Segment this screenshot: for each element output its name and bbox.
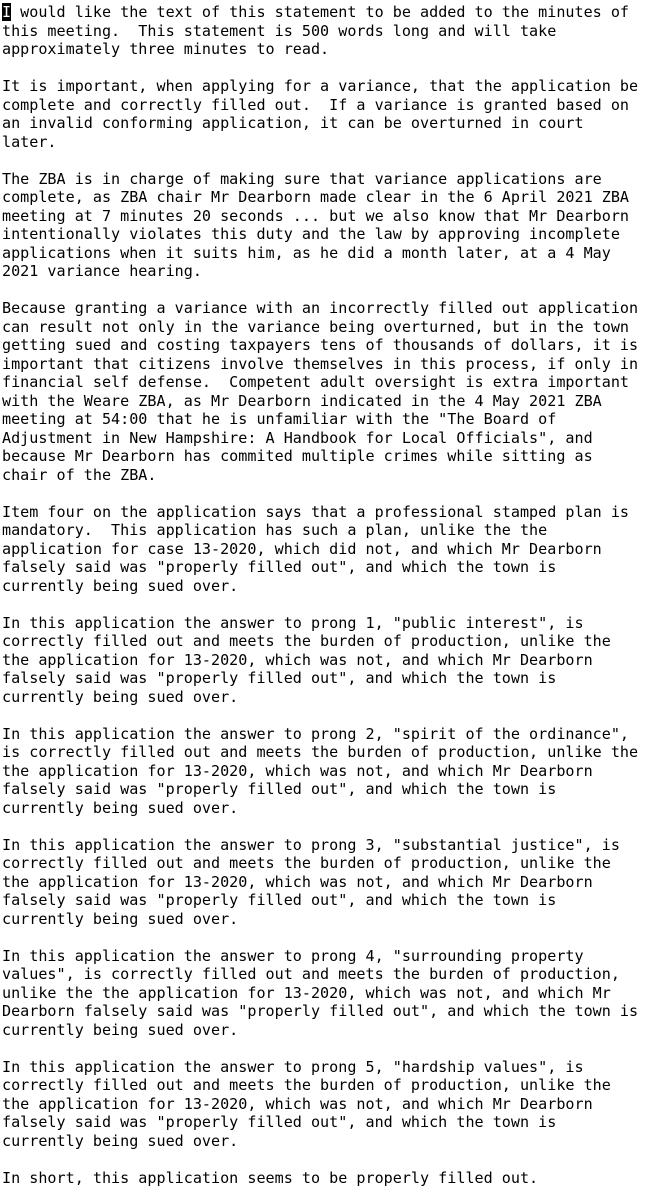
text-line: because Mr Dearborn has commited multiple crimes while sitting as bbox=[2, 447, 593, 465]
text-editor[interactable] bbox=[2, 3, 667, 1187]
text-line: values", is correctly filled out and meets the burden of production, bbox=[2, 965, 620, 983]
text-line: the application for 13-2020, which was not, and which Mr Dearborn bbox=[2, 761, 593, 780]
text-line: meeting at 7 minutes 20 seconds ... but we also know that Mr Dearborn bbox=[2, 206, 630, 225]
text-line: currently being sued over. bbox=[2, 687, 239, 706]
text-line: the application for 13-2020, which was not, and which Mr Dearborn bbox=[2, 872, 593, 891]
text-line: application for case 13-2020, which did not, and which Mr Dearborn bbox=[2, 539, 602, 558]
text-line: falsely said was "properly filled out", and which the town is bbox=[2, 891, 557, 909]
text-line: can result not only in the variance being overturned, but in the town bbox=[2, 317, 630, 336]
text-line: financial self defense. Competent adult oversight is extra important bbox=[2, 373, 630, 391]
text-line: falsely said was "properly filled out", and which the town is bbox=[2, 780, 557, 798]
text-line: complete, as ZBA chair Mr Dearborn made clear in the 6 April 2021 ZBA bbox=[2, 188, 630, 206]
text-line: unlike the the application for 13-2020, which was not, and which Mr bbox=[2, 983, 611, 1002]
blank-line bbox=[2, 484, 667, 503]
text-line: Because granting a variance with an incorrectly filled out application bbox=[2, 299, 639, 317]
text-line: with the Weare ZBA, as Mr Dearborn indicated in the 4 May 2021 ZBA bbox=[2, 391, 602, 410]
blank-line bbox=[2, 706, 667, 725]
text-line: the application for 13-2020, which was not, and which Mr Dearborn bbox=[2, 1094, 593, 1113]
text-line: chair of the ZBA. bbox=[2, 465, 157, 484]
text-line: In this application the answer to prong 4, "surrounding property bbox=[2, 946, 584, 965]
text-line: falsely said was "properly filled out", and which the town is bbox=[2, 669, 557, 687]
text-line: 2021 variance hearing. bbox=[2, 262, 202, 280]
text-line: complete and correctly filled out. If a variance is granted based on bbox=[2, 95, 630, 114]
text-line: later. bbox=[2, 132, 57, 151]
text-line: meeting at 54:00 that he is unfamiliar with the "The Board of bbox=[2, 410, 557, 428]
text-line: The ZBA is in charge of making sure that variance applications are bbox=[2, 169, 602, 188]
text-line: the application for 13-2020, which was not, and which Mr Dearborn bbox=[2, 650, 593, 669]
blank-line bbox=[2, 59, 667, 78]
blank-line bbox=[2, 1039, 667, 1058]
text-line: In short, this application seems to be properly filled out. bbox=[2, 1168, 539, 1187]
text-line: falsely said was "properly filled out", and which the town is bbox=[2, 558, 557, 576]
text-line: Adjustment in New Hampshire: A Handbook for Local Officials", and bbox=[2, 428, 593, 447]
text-line: this meeting. This statement is 500 words long and will take bbox=[2, 21, 557, 40]
text-line: correctly filled out and meets the burden of production, unlike the bbox=[2, 632, 611, 650]
text-line: currently being sued over. bbox=[2, 909, 239, 928]
text-line: In this application the answer to prong 2, "spirit of the ordinance", bbox=[2, 724, 630, 743]
text-line: intentionally violates this duty and the law by approving incomplete bbox=[2, 225, 620, 243]
text-line: getting sued and costing taxpayers tens of thousands of dollars, it is bbox=[2, 336, 639, 354]
line-text: would like the text of this statement to be added to the minutes of bbox=[11, 3, 630, 21]
text-line: currently being sued over. bbox=[2, 1020, 239, 1039]
text-line bbox=[2, 3, 667, 22]
blank-line bbox=[2, 281, 667, 300]
blank-line bbox=[2, 151, 667, 170]
text-line: currently being sued over. bbox=[2, 576, 239, 595]
text-line: important that citizens involve themselves in this process, if only in bbox=[2, 354, 639, 373]
text-line: Dearborn falsely said was "properly filled out", and which the town is bbox=[2, 1002, 639, 1020]
text-cursor[interactable]: I bbox=[2, 3, 12, 21]
text-line: an invalid conforming application, it can be overturned in court bbox=[2, 114, 584, 132]
text-line: currently being sued over. bbox=[2, 798, 239, 817]
text-line: falsely said was "properly filled out", and which the town is bbox=[2, 1113, 557, 1131]
text-line: approximately three minutes to read. bbox=[2, 40, 330, 58]
text-line: In this application the answer to prong 1, "public interest", is bbox=[2, 613, 584, 632]
text-line: In this application the answer to prong 3, "substantial justice", is bbox=[2, 835, 620, 854]
blank-line bbox=[2, 1150, 667, 1169]
blank-line bbox=[2, 595, 667, 614]
text-line: In this application the answer to prong 5, "hardship values", is bbox=[2, 1057, 584, 1076]
text-line: correctly filled out and meets the burden of production, unlike the bbox=[2, 1076, 611, 1094]
text-line: applications when it suits him, as he did a month later, at a 4 May bbox=[2, 243, 611, 262]
text-line: is correctly filled out and meets the burden of production, unlike the bbox=[2, 743, 639, 761]
text-line: mandatory. This application has such a plan, unlike the the bbox=[2, 521, 548, 539]
text-line: currently being sued over. bbox=[2, 1131, 239, 1150]
text-line: correctly filled out and meets the burden of production, unlike the bbox=[2, 854, 611, 872]
blank-line bbox=[2, 928, 667, 947]
text-line: Item four on the application says that a professional stamped plan is bbox=[2, 502, 630, 521]
text-line: It is important, when applying for a variance, that the application be bbox=[2, 77, 639, 95]
blank-line bbox=[2, 817, 667, 836]
